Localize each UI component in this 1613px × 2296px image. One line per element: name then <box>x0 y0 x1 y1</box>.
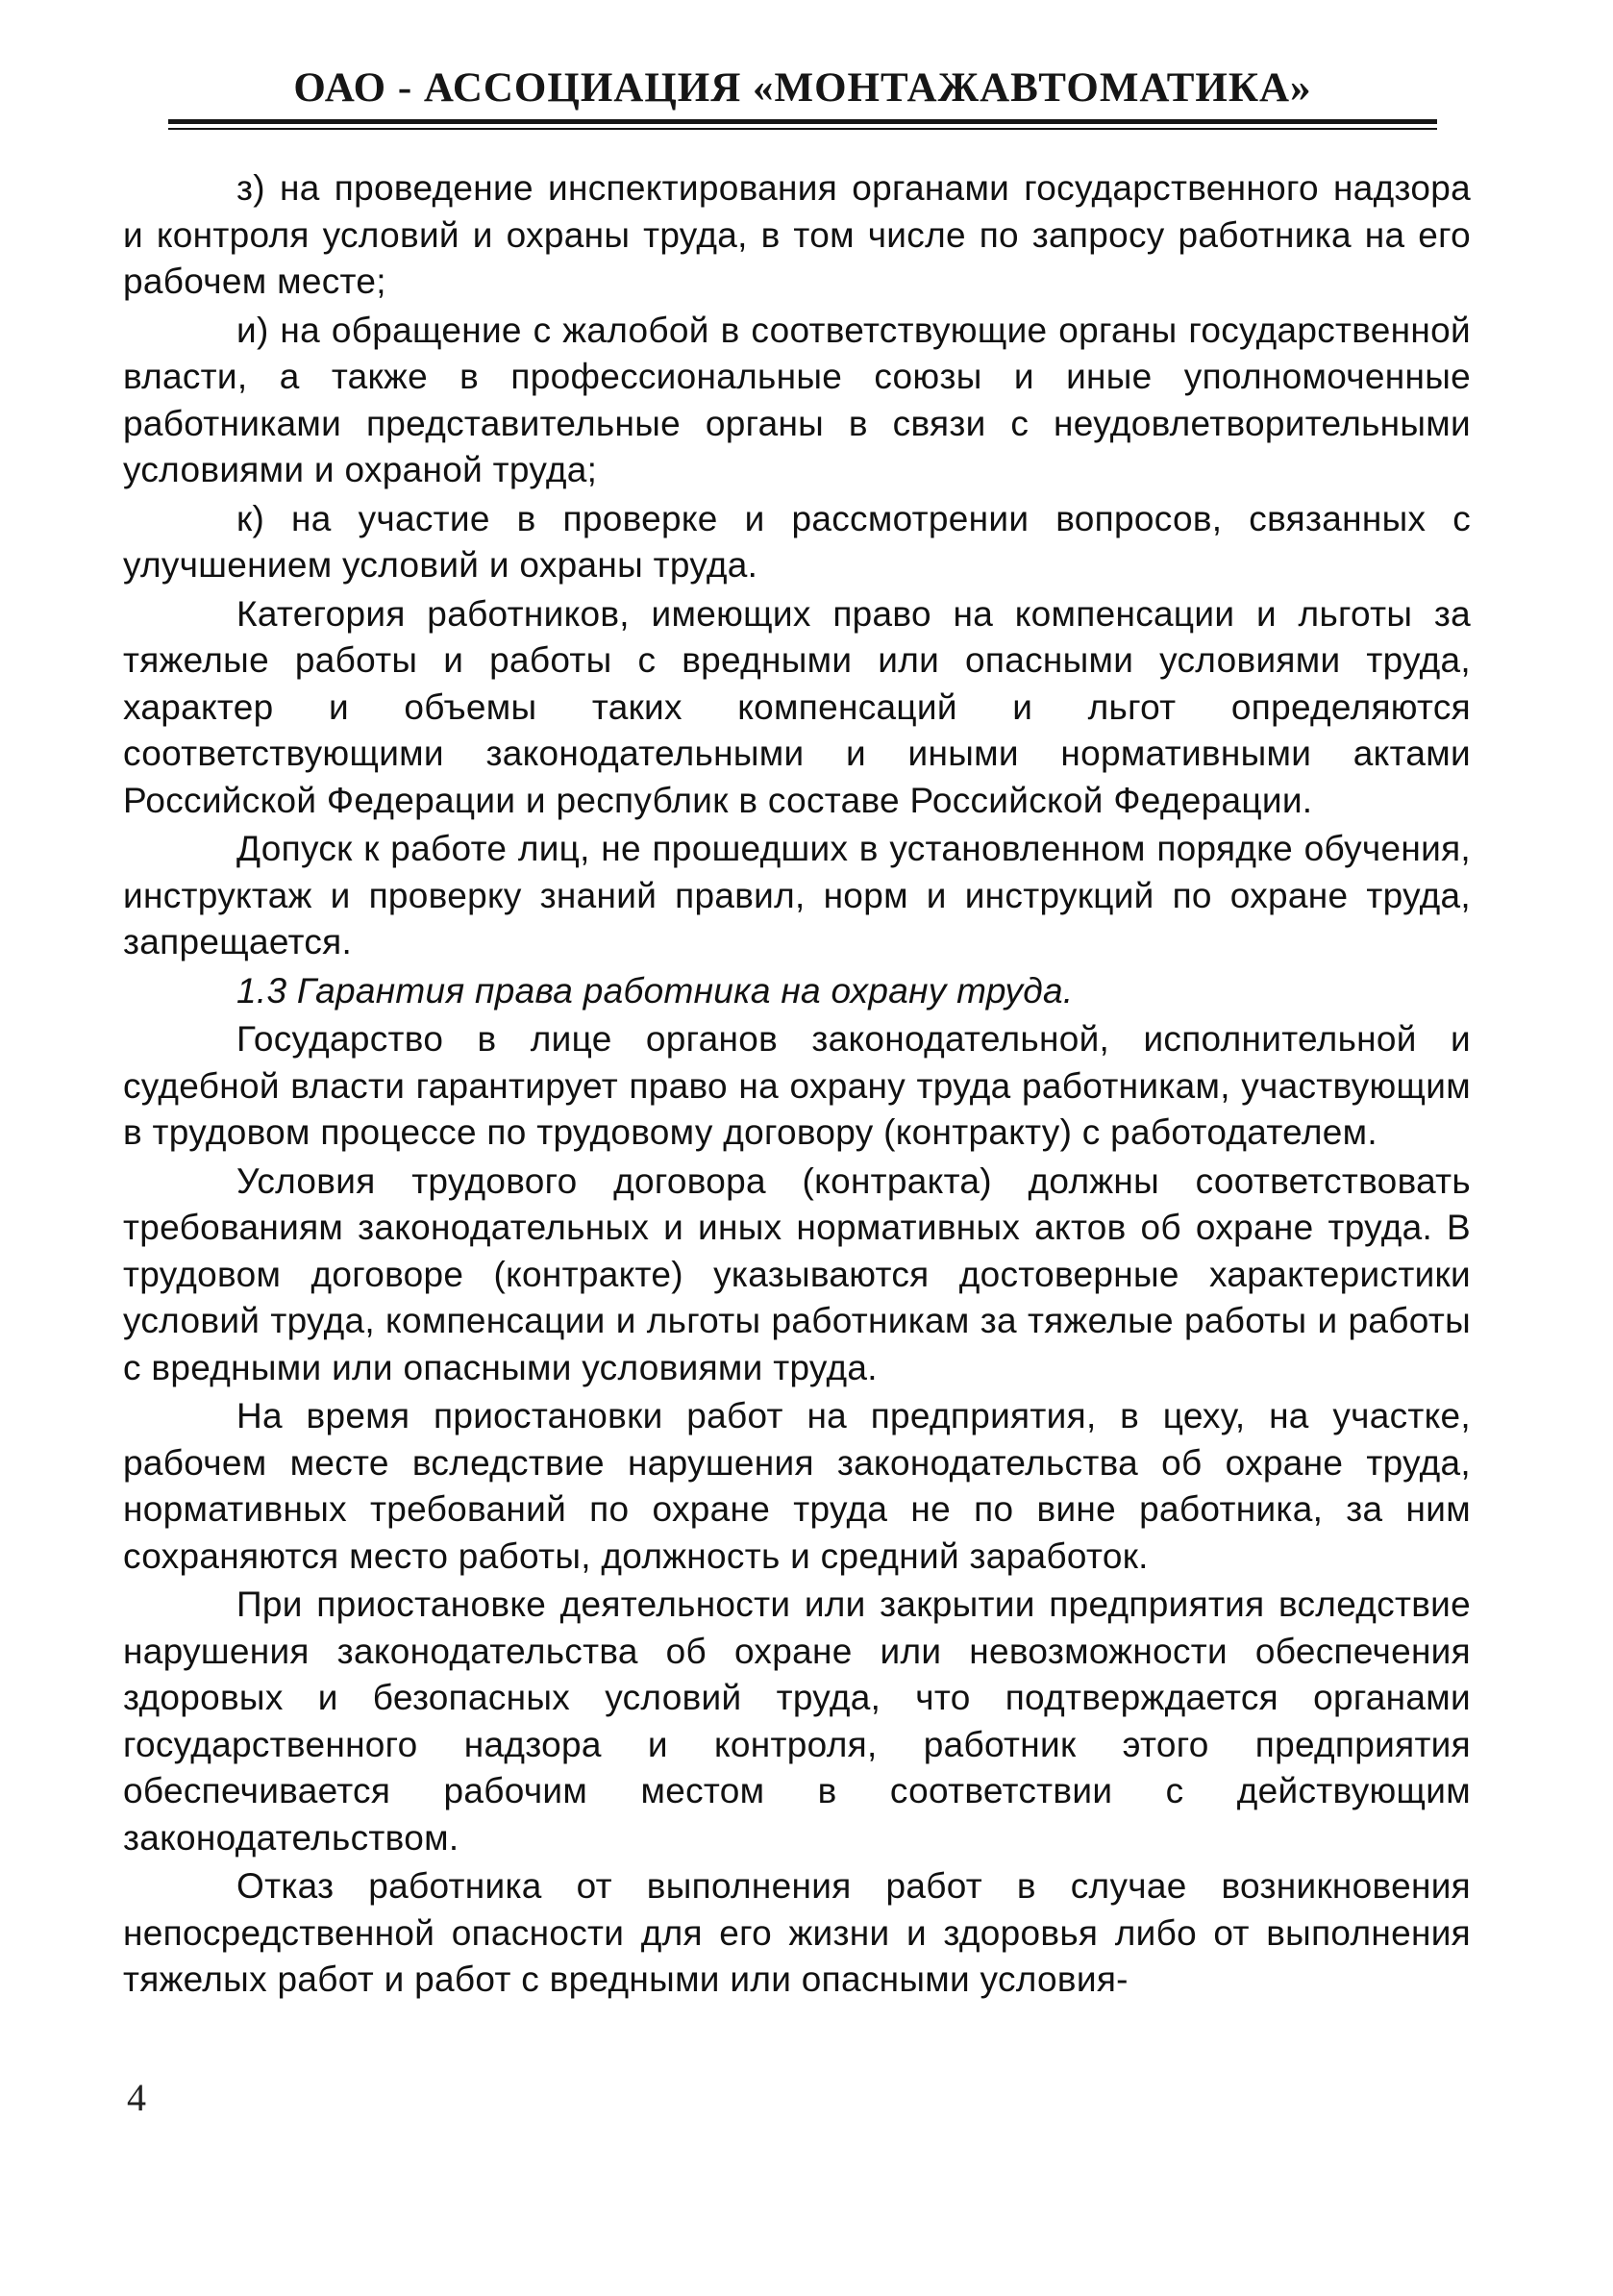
section-heading-1-3: 1.3 Гарантия права работника на охрану труда. <box>236 970 1074 1011</box>
paragraph-admission: Допуск к работе лиц, не прошедших в установленном порядке обучения, инструктаж и проверку знаний правил, норм и инструкций по охране труда, запрещается. <box>123 829 1471 961</box>
page-header <box>168 65 1437 130</box>
document-body <box>123 165 1471 2006</box>
header-rule-thick <box>168 119 1437 124</box>
paragraph-contract-conditions: Условия трудового договора (контракта) должны соответствовать требованиям законодательных и иных нормативных актов об охране труда. В трудовом договоре (контракте) указываются достоверные характеристики условий труда, компенсации и льготы работникам за тяжелые работы и работы с вредными или опасными условиями труда. <box>123 1160 1471 1387</box>
paragraph-refusal: Отказ работника от выполнения работ в случае возникновения непосредственной опасности для его жизни и здоровья либо от выполнения тяжелых работ и работ с вредными или опасными условия- <box>123 1866 1471 1999</box>
header-title: ОАО - АССОЦИАЦИЯ «МОНТАЖАВТОМАТИКА» <box>293 65 1312 111</box>
paragraph-k: к) на участие в проверке и рассмотрении вопросов, связанных с улучшением условий и охраны труда. <box>123 498 1471 585</box>
header-rule-thin <box>168 128 1437 130</box>
paragraph-category: Категория работников, имеющих право на компенсации и льготы за тяжелые работы и работы с вредными или опасными условиями труда, характер и объемы таких компенсаций и льгот определяются соответствующими законодательными и иными нормативными актами Российской Федерации и республик в составе Российской Федерации. <box>123 593 1471 820</box>
paragraph-i: и) на обращение с жалобой в соответствующие органы государственной власти, а также в профессиональные союзы и иные уполномоченные работниками представительные органы в связи с неудовлетворительными условиями и охраной труда; <box>123 310 1471 489</box>
paragraph-state-guarantee: Государство в лице органов законодательной, исполнительной и судебной власти гарантирует право на охрану труда работникам, участвующим в трудовом процессе по трудовому договору (контракту) с работодателем. <box>123 1019 1471 1152</box>
paragraph-z: з) на проведение инспектирования органами государственного надзора и контроля условий и охраны труда, в том числе по запросу работника на его рабочем месте; <box>123 168 1471 301</box>
page-number: 4 <box>127 2076 146 2119</box>
paragraph-suspension: На время приостановки работ на предприятия, в цеху, на участке, рабочем месте вследствие нарушения законодательства об охране труда, нормативных требований по охране труда не по вине работника, за ним сохраняются место работы, должность и средний заработок. <box>123 1396 1471 1576</box>
paragraph-closure: При приостановке деятельности или закрытии предприятия вследствие нарушения законодательства об охране или невозможности обеспечения здоровых и безопасных условий труда, что подтверждается органами государственного надзора и контроля, работник этого предприятия обеспечивается рабочим местом в соответствии с действующим законодательством. <box>123 1585 1471 1858</box>
